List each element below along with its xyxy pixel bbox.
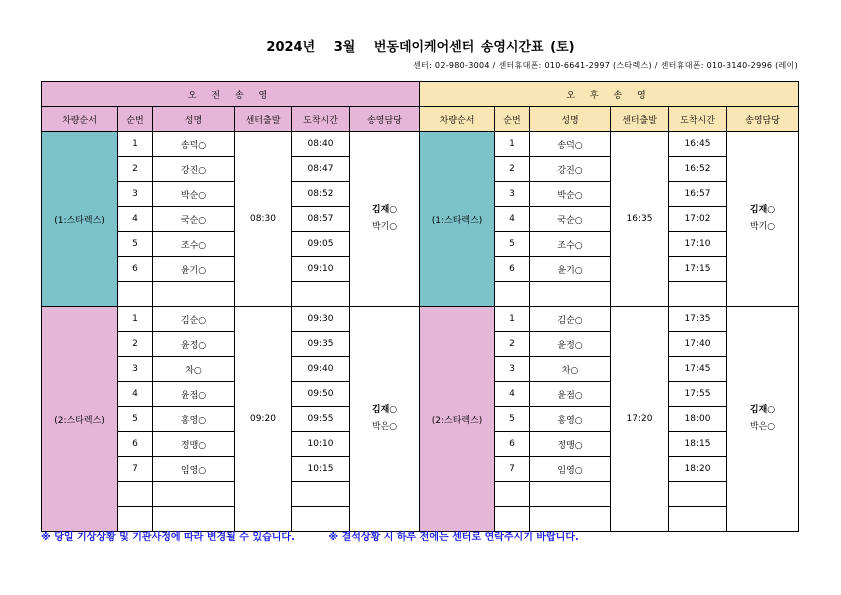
- name-cell: 차○: [530, 357, 611, 382]
- arrival-cell: 09:10: [292, 257, 350, 282]
- seq-cell: 1: [495, 307, 530, 332]
- column-header-pm: 차량순서: [420, 107, 495, 132]
- vehicle-cell: (1:스타렉스): [42, 132, 118, 307]
- seq-cell: 2: [118, 332, 153, 357]
- name-cell: 홍영○: [530, 407, 611, 432]
- seq-cell: [118, 282, 153, 307]
- name-cell: 조수○: [530, 232, 611, 257]
- arrival-cell: 09:35: [292, 332, 350, 357]
- column-header-am: 센터출발: [235, 107, 292, 132]
- note-absence: ※ 결석상황 시 하루 전에는 센터로 연락주시기 바랍니다.: [328, 532, 579, 543]
- seq-cell: 5: [495, 232, 530, 257]
- name-cell: 정맹○: [153, 432, 235, 457]
- name-cell: 윤정○: [153, 332, 235, 357]
- page-title: [0, 36, 841, 55]
- seq-cell: 5: [118, 407, 153, 432]
- arrival-cell: 17:35: [669, 307, 727, 332]
- contact-info: 센터: 02-980-3004 / 센터휴대폰: 010-6641-2997 (스타렉스) / 센터휴대폰: 010-3140-2996 (레이): [413, 61, 798, 70]
- arrival-cell: 09:40: [292, 357, 350, 382]
- name-cell: 정맹○: [530, 432, 611, 457]
- arrival-cell: [669, 507, 727, 532]
- arrival-cell: 18:15: [669, 432, 727, 457]
- staff-cell: [727, 132, 799, 307]
- staff-second: 박기○: [371, 222, 398, 232]
- name-cell: 강진○: [530, 157, 611, 182]
- name-cell: 국순○: [153, 207, 235, 232]
- section-pm-header: 오 후 송 영: [420, 82, 799, 107]
- column-header-am: 성명: [153, 107, 235, 132]
- seq-cell: 6: [118, 257, 153, 282]
- arrival-cell: [669, 482, 727, 507]
- name-cell: 김순○: [153, 307, 235, 332]
- column-header-am: 도착시간: [292, 107, 350, 132]
- table-row: [42, 132, 799, 157]
- arrival-cell: 18:20: [669, 457, 727, 482]
- seq-cell: 6: [495, 257, 530, 282]
- seq-cell: 3: [118, 182, 153, 207]
- name-cell: 임영○: [153, 457, 235, 482]
- name-cell: 윤기○: [153, 257, 235, 282]
- name-cell: 박순○: [530, 182, 611, 207]
- section-am-header: 오 전 송 영: [42, 82, 420, 107]
- arrival-cell: 17:55: [669, 382, 727, 407]
- title-year: 2024년: [266, 40, 316, 55]
- seq-cell: 3: [495, 182, 530, 207]
- seq-cell: 4: [495, 207, 530, 232]
- seq-cell: 7: [495, 457, 530, 482]
- staff-lead: 김재○: [749, 405, 776, 415]
- column-header-pm: 성명: [530, 107, 611, 132]
- arrival-cell: 17:45: [669, 357, 727, 382]
- arrival-cell: 18:00: [669, 407, 727, 432]
- name-cell: 김순○: [530, 307, 611, 332]
- name-cell: 윤기○: [530, 257, 611, 282]
- seq-cell: 2: [495, 332, 530, 357]
- column-header-pm: 순번: [495, 107, 530, 132]
- seq-cell: 6: [495, 432, 530, 457]
- name-cell: 국순○: [530, 207, 611, 232]
- column-header-pm: 센터출발: [611, 107, 669, 132]
- seq-cell: 2: [495, 157, 530, 182]
- name-cell: [530, 482, 611, 507]
- seq-cell: [495, 282, 530, 307]
- title-name: 번동데이케어센터 송영시간표 (토): [373, 40, 575, 55]
- arrival-cell: [669, 282, 727, 307]
- seq-cell: [118, 482, 153, 507]
- name-cell: 강진○: [153, 157, 235, 182]
- staff-lead: 김재○: [749, 205, 776, 215]
- arrival-cell: 09:30: [292, 307, 350, 332]
- name-cell: 임영○: [530, 457, 611, 482]
- arrival-cell: 16:57: [669, 182, 727, 207]
- name-cell: 송덕○: [153, 132, 235, 157]
- arrival-cell: 17:10: [669, 232, 727, 257]
- title-month: 3월: [333, 40, 356, 55]
- staff-lead: 김재○: [371, 205, 398, 215]
- seq-cell: 5: [118, 232, 153, 257]
- arrival-cell: 08:52: [292, 182, 350, 207]
- arrival-cell: [292, 282, 350, 307]
- depart-cell: 08:30: [235, 132, 292, 307]
- arrival-cell: 10:10: [292, 432, 350, 457]
- seq-cell: 3: [495, 357, 530, 382]
- seq-cell: 1: [118, 307, 153, 332]
- seq-cell: 3: [118, 357, 153, 382]
- staff-second: 박은○: [749, 422, 776, 432]
- column-header-am: 순번: [118, 107, 153, 132]
- seq-cell: 4: [118, 207, 153, 232]
- arrival-cell: 08:47: [292, 157, 350, 182]
- staff-second: 박은○: [371, 422, 398, 432]
- column-header-pm: 송영담당: [727, 107, 799, 132]
- depart-cell: 16:35: [611, 132, 669, 307]
- staff-cell: [350, 132, 420, 307]
- depart-cell: 17:20: [611, 307, 669, 532]
- vehicle-cell: (2:스타렉스): [42, 307, 118, 532]
- arrival-cell: 17:02: [669, 207, 727, 232]
- arrival-cell: 16:52: [669, 157, 727, 182]
- staff-cell: [727, 307, 799, 532]
- seq-cell: 5: [495, 407, 530, 432]
- column-header-row: [42, 107, 799, 132]
- seq-cell: 1: [495, 132, 530, 157]
- seq-cell: 1: [118, 132, 153, 157]
- arrival-cell: 17:15: [669, 257, 727, 282]
- name-cell: 홍영○: [153, 407, 235, 432]
- name-cell: 차○: [153, 357, 235, 382]
- staff-second: 박기○: [749, 222, 776, 232]
- arrival-cell: 08:40: [292, 132, 350, 157]
- name-cell: 조수○: [153, 232, 235, 257]
- staff-lead: 김재○: [371, 405, 398, 415]
- notes: [41, 528, 609, 543]
- name-cell: [153, 482, 235, 507]
- column-header-am: 차량순서: [42, 107, 118, 132]
- note-weather: ※ 당일 기상상황 및 기관사정에 따라 변경될 수 있습니다.: [41, 532, 295, 543]
- schedule-table: [41, 81, 799, 532]
- name-cell: 송덕○: [530, 132, 611, 157]
- staff-cell: [350, 307, 420, 532]
- seq-cell: 4: [118, 382, 153, 407]
- arrival-cell: 17:40: [669, 332, 727, 357]
- seq-cell: 2: [118, 157, 153, 182]
- seq-cell: 6: [118, 432, 153, 457]
- vehicle-cell: (2:스타렉스): [420, 307, 495, 532]
- arrival-cell: [292, 482, 350, 507]
- depart-cell: 09:20: [235, 307, 292, 532]
- name-cell: [153, 282, 235, 307]
- seq-cell: 4: [495, 382, 530, 407]
- seq-cell: [495, 482, 530, 507]
- name-cell: 윤정○: [530, 332, 611, 357]
- column-header-am: 송영담당: [350, 107, 420, 132]
- arrival-cell: 09:05: [292, 232, 350, 257]
- arrival-cell: 09:55: [292, 407, 350, 432]
- table-row: [42, 307, 799, 332]
- name-cell: [530, 282, 611, 307]
- arrival-cell: 09:50: [292, 382, 350, 407]
- name-cell: 박순○: [153, 182, 235, 207]
- seq-cell: 7: [118, 457, 153, 482]
- vehicle-cell: (1:스타렉스): [420, 132, 495, 307]
- arrival-cell: 08:57: [292, 207, 350, 232]
- arrival-cell: 10:15: [292, 457, 350, 482]
- column-header-pm: 도착시간: [669, 107, 727, 132]
- name-cell: 윤점○: [530, 382, 611, 407]
- name-cell: 윤점○: [153, 382, 235, 407]
- arrival-cell: 16:45: [669, 132, 727, 157]
